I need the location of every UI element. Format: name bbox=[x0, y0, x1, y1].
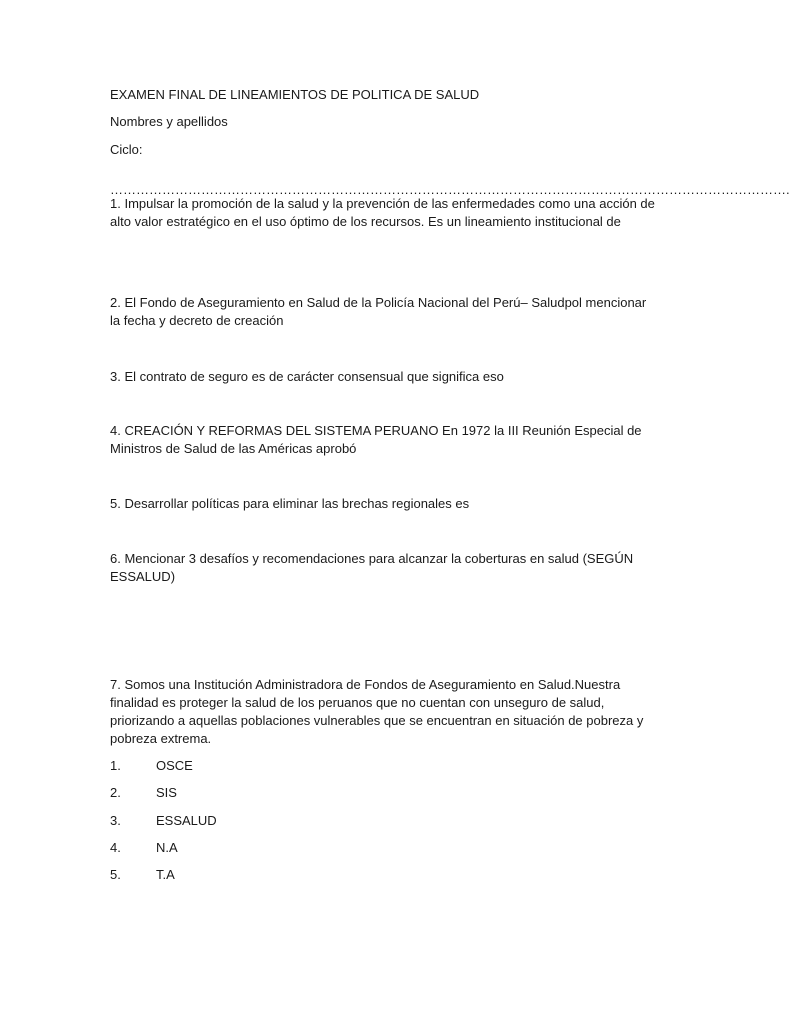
option-text: N.A bbox=[156, 840, 178, 855]
question-6: 6. Mencionar 3 desafíos y recomendaciones para alcanzar la coberturas en salud (SEGÚN ESSALUD) bbox=[110, 551, 634, 584]
option-text: ESSALUD bbox=[156, 813, 217, 828]
question-1: 1. Impulsar la promoción de la salud y la prevención de las enfermedades como una acción de alto valor estratégico en el uso óptimo de los recursos. Es un lineamiento institucional de bbox=[110, 196, 655, 229]
option-2 bbox=[110, 784, 410, 802]
names-label: Nombres y apellidos bbox=[110, 114, 228, 129]
question-2: 2. El Fondo de Aseguramiento en Salud de la Policía Nacional del Perú– Saludpol mencionar la fecha y decreto de creación bbox=[110, 295, 647, 328]
option-1 bbox=[110, 757, 410, 775]
exam-title: EXAMEN FINAL DE LINEAMIENTOS DE POLITICA DE SALUD bbox=[110, 87, 480, 102]
option-number: 5. bbox=[110, 867, 121, 882]
option-5 bbox=[110, 866, 410, 884]
option-number: 3. bbox=[110, 813, 121, 828]
option-number: 1. bbox=[110, 758, 121, 773]
option-text: OSCE bbox=[156, 758, 193, 773]
option-4 bbox=[110, 839, 410, 857]
separator-dots: …………………………………………………………………………………………………………………………………………. bbox=[110, 182, 790, 197]
option-number: 4. bbox=[110, 840, 121, 855]
cycle-label: Ciclo: bbox=[110, 142, 143, 157]
option-text: SIS bbox=[156, 785, 177, 800]
option-3 bbox=[110, 812, 410, 830]
question-4: 4. CREACIÓN Y REFORMAS DEL SISTEMA PERUANO En 1972 la III Reunión Especial de Ministros de Salud de las Américas aprobó bbox=[110, 423, 642, 456]
option-text: T.A bbox=[156, 867, 175, 882]
question-3: 3. El contrato de seguro es de carácter consensual que significa eso bbox=[110, 369, 504, 384]
question-7: 7. Somos una Institución Administradora de Fondos de Aseguramiento en Salud.Nuestra finalidad es proteger la salud de los peruanos que no cuentan con unseguro de salud, priorizando a aquellas poblaciones vulnerables que se encuentran en situación de pobreza y pobreza extrema. bbox=[110, 677, 644, 746]
option-number: 2. bbox=[110, 785, 121, 800]
question-5: 5. Desarrollar políticas para eliminar las brechas regionales es bbox=[110, 496, 470, 511]
